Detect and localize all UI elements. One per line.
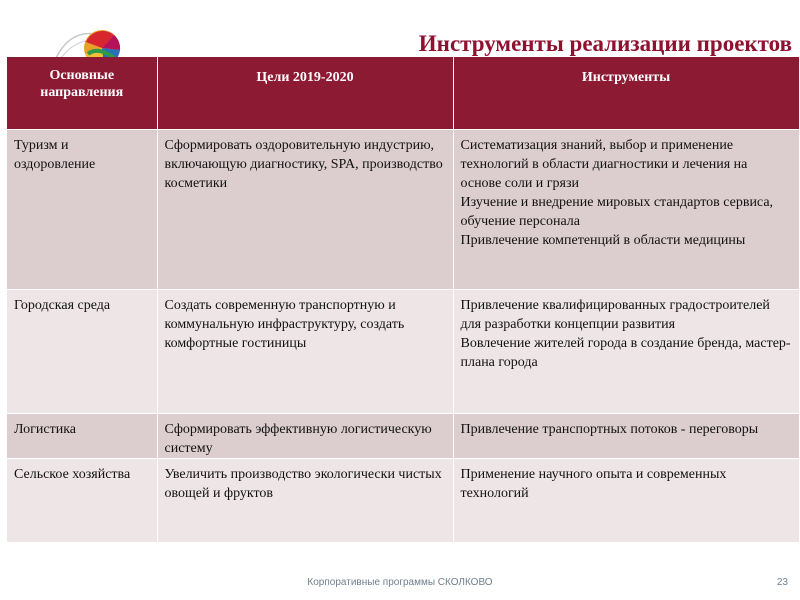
tool-item: Привлечение компетенций в области медицины — [460, 233, 746, 248]
page-number: 23 — [776, 577, 788, 588]
table-row — [7, 459, 799, 543]
tool-item: Применение научного опыта и современных технологий — [460, 467, 727, 501]
tools-cell — [453, 290, 799, 414]
table-header-row — [7, 57, 799, 130]
page-title: Инструменты реализации проектов — [418, 31, 792, 56]
header-tools: Инструменты — [453, 57, 799, 130]
goal-cell: Сформировать эффективную логистическую систему — [157, 414, 453, 459]
goal-cell: Увеличить производство экологически чистых овощей и фруктов — [157, 459, 453, 543]
tools-cell — [453, 459, 799, 543]
tools-cell — [453, 414, 799, 459]
tool-item: Систематизация знаний, выбор и применение технологий в области диагностики и лечения на основе соли и грязи — [460, 138, 748, 191]
table-row — [7, 290, 799, 414]
direction-cell: Городская среда — [7, 290, 157, 414]
direction-cell: Логистика — [7, 414, 157, 459]
goal-cell: Создать современную транспортную и коммунальную инфраструктуру, создать комфортные гостиницы — [157, 290, 453, 414]
direction-cell: Сельское хозяйства — [7, 459, 157, 543]
tool-item: Изучение и внедрение мировых стандартов сервиса, обучение персонала — [460, 195, 774, 229]
footer-text: Корпоративные программы СКОЛКОВО — [307, 577, 493, 588]
table-row — [7, 414, 799, 459]
tools-cell — [453, 130, 799, 290]
tool-item: Вовлечение жителей города в создание бренда, мастер-плана города — [460, 336, 791, 370]
tool-item: Привлечение транспортных потоков - переговоры — [460, 422, 759, 437]
tool-item: Привлечение квалифицированных градостроителей для разработки концепции развития — [460, 298, 770, 332]
goal-cell: Сформировать оздоровительную индустрию, включающую диагностику, SPA, производство косметики — [157, 130, 453, 290]
header-directions: Основные направления — [7, 57, 157, 130]
direction-cell: Туризм и оздоровление — [7, 130, 157, 290]
table-row — [7, 130, 799, 290]
header-goals: Цели 2019-2020 — [157, 57, 453, 130]
projects-table — [7, 57, 800, 542]
